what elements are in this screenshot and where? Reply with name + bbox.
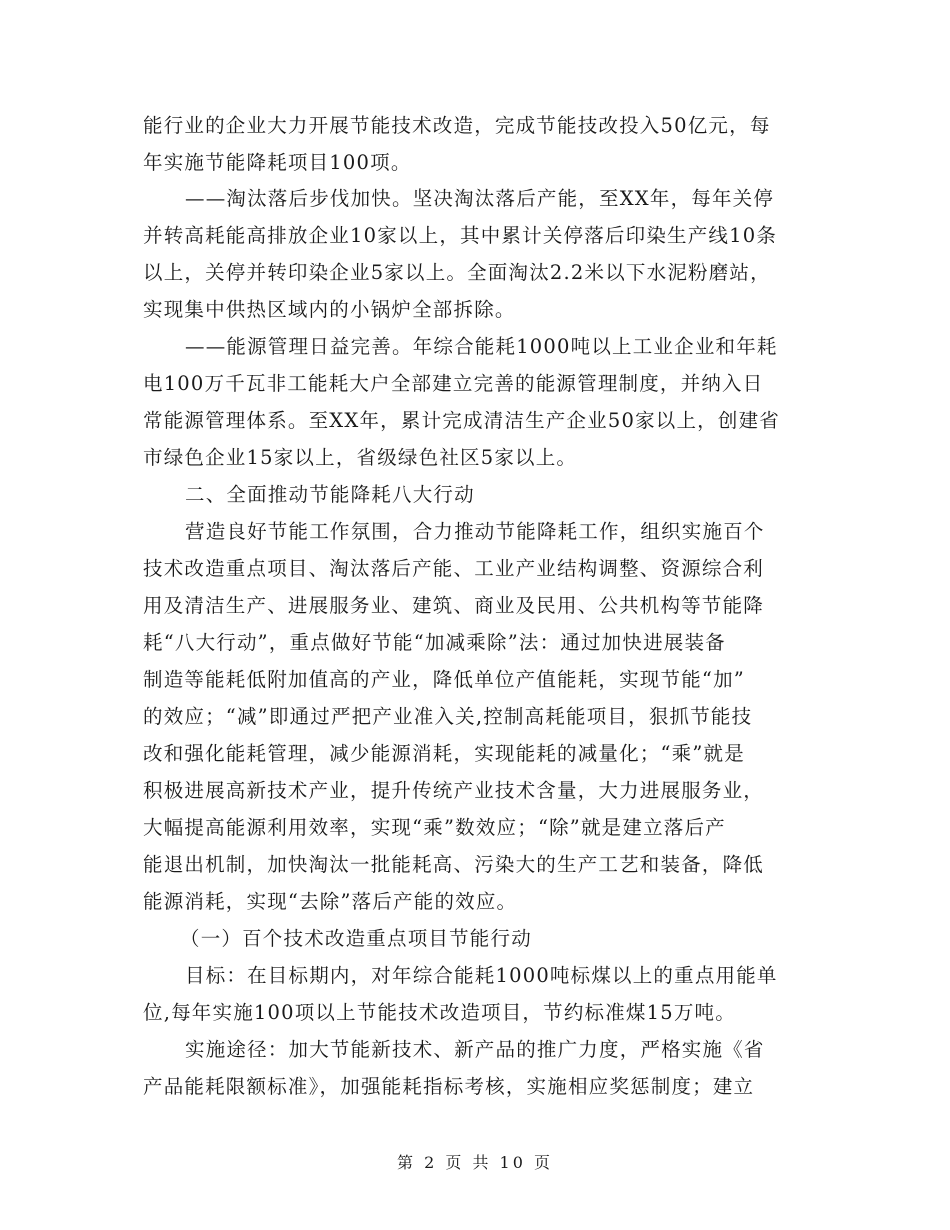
subsection-heading: （一）百个技术改造重点项目节能行动	[180, 927, 532, 950]
section-heading: 二、全面推动节能降耗八大行动	[185, 483, 475, 506]
paragraph-line: 营造良好节能工作氛围，合力推动节能降耗工作，组织实施百个	[185, 520, 765, 543]
paragraph-line: 市绿色企业15家以上，省级绿色社区5家以上。	[143, 446, 578, 469]
paragraph-line: 产品能耗限额标准》，加强能耗指标考核，实施相应奖惩制度；建立	[143, 1075, 755, 1098]
paragraph-line: 实施途径：加大节能新技术、新产品的推广力度，严格实施《省	[185, 1038, 765, 1061]
paragraph-line: 电100万千瓦非工能耗大户全部建立完善的能源管理制度，并纳入日	[143, 372, 764, 395]
paragraph-line: ——能源管理日益完善。年综合能耗1000吨以上工业企业和年耗	[185, 335, 778, 358]
page-footer: 第 2 页 共 10 页	[397, 1153, 553, 1172]
paragraph-line: 目标：在目标期内，对年综合能耗1000吨标煤以上的重点用能单	[185, 964, 778, 987]
paragraph-line: 技术改造重点项目、淘汰落后产能、工业产业结构调整、资源综合利	[143, 557, 765, 580]
paragraph-line: 位,每年实施100项以上节能技术改造项目，节约标准煤15万吨。	[143, 1001, 736, 1024]
paragraph-line: 耗“八大行动”，重点做好节能“加减乘除”法：通过加快进展装备	[143, 631, 726, 654]
paragraph-line: 大幅提高能源利用效率，实现“乘”数效应；“除”就是建立落后产	[143, 816, 726, 839]
paragraph-line: 年实施节能降耗项目100项。	[143, 151, 412, 174]
paragraph-line: 并转高耗能高排放企业10家以上，其中累计关停落后印染生产线10条	[143, 224, 778, 247]
paragraph-line: 能退出机制，加快淘汰一批能耗高、污染大的生产工艺和装备，降低	[143, 853, 765, 876]
paragraph-line: 能行业的企业大力开展节能技术改造，完成节能技改投入50亿元，每	[143, 114, 771, 137]
paragraph-line: 实现集中供热区域内的小锅炉全部拆除。	[143, 298, 516, 321]
paragraph-line: 以上，关停并转印染企业5家以上。全面淘汰2.2米以下水泥粉磨站，	[143, 261, 771, 284]
paragraph-line: 能源消耗，实现“去除”落后产能的效应。	[143, 890, 518, 913]
paragraph-line: 积极进展高新技术产业，提升传统产业技术含量，大力进展服务业，	[143, 779, 765, 802]
paragraph-line: 的效应；“减”即通过严把产业准入关,控制高耗能项目，狠抓节能技	[143, 705, 753, 728]
paragraph-line: 改和强化能耗管理，减少能源消耗，实现能耗的减量化；“乘”就是	[143, 742, 745, 765]
paragraph-line: ——淘汰落后步伐加快。坚决淘汰落后产能，至XX年，每年关停	[185, 187, 775, 210]
paragraph-line: 用及清洁生产、进展服务业、建筑、商业及民用、公共机构等节能降	[143, 594, 765, 617]
paragraph-line: 制造等能耗低附加值高的产业，降低单位产值能耗，实现节能“加”	[143, 668, 745, 691]
paragraph-line: 常能源管理体系。至XX年，累计完成清洁生产企业50家以上，创建省	[143, 409, 780, 432]
